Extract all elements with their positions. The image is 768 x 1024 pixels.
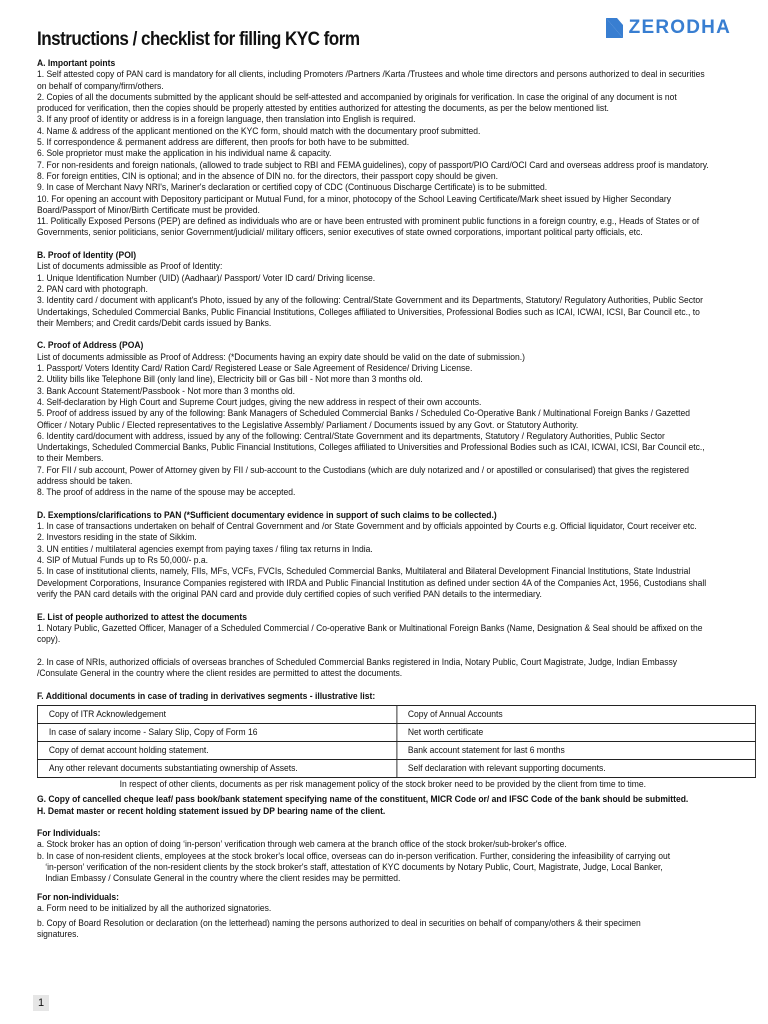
non-individuals-point-b-line1: b. Copy of Board Resolution or declaration (on the letterhead) naming the persons authorized to deal in securities on behalf of company/others & their specimen [37, 917, 641, 929]
list-item: Undertakings, Scheduled Commercial Banks, Public Financial Institutions, Colleges affiliated to Universities and Professional Bodies such as ICAI, ICWAI, ICSI, Bar Council etc., [37, 441, 705, 453]
table-row [37, 723, 755, 741]
list-item: 1. In case of transactions undertaken on behalf of Central Government and /or State Government and by officials appointed by Courts e.g. Official liquidator, Court receiver etc. [37, 520, 697, 532]
list-item: 9. In case of Merchant Navy NRI's, Mariner's declaration or certified copy of CDC (Continuous Discharge Certificate) is to be submitted. [37, 181, 548, 193]
section-e-list [37, 622, 729, 645]
section-d-list [37, 520, 729, 599]
section-a-list [37, 68, 729, 237]
list-item: 2. PAN card with photograph. [37, 282, 148, 294]
section-a-heading: A. Important points [37, 57, 116, 68]
list-item: List of documents admissible as Proof of Address: (*Documents having an expiry date should be valid on the date of submission.) [37, 350, 525, 362]
list-item: copy). [37, 633, 61, 645]
section-e-list-2 [37, 656, 729, 679]
list-item: 4. Name & address of the applicant mentioned on the KYC form, should match with the documentary proof submitted. [37, 124, 481, 136]
list-item: 3. If any proof of identity or address is in a foreign language, then translation into English is required. [37, 113, 416, 125]
table-cell: Copy of Annual Accounts [396, 705, 755, 723]
list-item: 5. In case of institutional clients, namely, FIIs, MFs, VCFs, FVCIs, Scheduled Commercial Banks, Multilateral and Bilateral Development Financial Institutions, State Industrial [37, 565, 691, 577]
list-item: 2. In case of NRIs, authorized officials of overseas branches of Scheduled Commercial Banks registered in India, Notary Public, Court Magistrate, Judge, Indian Embassy [37, 655, 678, 667]
list-item: 5. If correspondence & permanent address are different, then proofs for both have to be submitted. [37, 136, 410, 148]
list-item: 6. Identity card/document with address, issued by any of the following: Central/State Government and its departments, Statutory / Regulatory Authorities, Public Sector [37, 429, 665, 441]
list-item: 1. Notary Public, Gazetted Officer, Manager of a Scheduled Commercial / Co-operative Bank or Multinational Foreign Banks (Name, Designation & Seal should be affixed on the [37, 621, 703, 633]
list-item: /Consulate General in the country where the client resides are permitted to attest the documents. [37, 667, 403, 679]
list-item: 11. Politically Exposed Persons (PEP) are defined as individuals who are or have been entrusted with prominent public functions in a foreign country, e.g., Heads of States or of [37, 215, 700, 227]
list-item: 8. For foreign entities, CIN is optional; and in the absence of DIN no. for the directors, their passport copy should be given. [37, 169, 498, 181]
page-title: Instructions / checklist for filling KYC form [37, 29, 360, 50]
table-cell: In case of salary income - Salary Slip, Copy of Form 16 [37, 723, 396, 741]
section-f-heading: F. Additional documents in case of trading in derivatives segments - illustrative list: [37, 689, 376, 701]
list-item: on behalf of company/firm/others. [37, 79, 164, 91]
non-individuals-heading: For non-individuals: [37, 890, 119, 902]
list-item: to their Members. [37, 452, 104, 464]
individuals-point-b-line1: b. In case of non-resident clients, employees at the stock broker's local office, overseas can do in-person verification. Further, considering the infeasibility of carrying out [37, 849, 671, 861]
list-item: verify the PAN card details with the original PAN card and provide duly certified copies of such verified PAN details to the intermediary. [37, 587, 542, 599]
list-item: 2. Copies of all the documents submitted by the applicant should be self-attested and accompanied by originals for verification. In case the original of any document is not [37, 90, 677, 102]
list-item: 3. Identity card / document with applicant's Photo, issued by any of the following: Central/State Government and its Departments, Statutory/ Regulatory Authorities, Public Sector [37, 294, 703, 306]
list-item: 8. The proof of address in the name of the spouse may be accepted. [37, 486, 296, 498]
list-item: Board/Passport of Minor/Birth Certificate must be provided. [37, 203, 260, 215]
list-item: 4. SIP of Mutual Funds up to Rs 50,000/- p.a. [37, 554, 209, 566]
list-item: address should be taken. [37, 474, 133, 486]
individuals-heading: For Individuals: [37, 827, 101, 839]
table-cell: Copy of ITR Acknowledgement [37, 705, 396, 723]
list-item: 7. For FII / sub account, Power of Attorney given by FII / sub-account to the Custodians (which are duly notarized and / or apostilled or consularised) that gives the registered [37, 463, 690, 475]
section-c-list [37, 351, 729, 498]
list-item: List of documents admissible as Proof of Identity: [37, 260, 223, 272]
derivatives-documents-table [37, 705, 756, 778]
list-item: Governments, senior politicians, senior Government/judicial/ military officers, senior executives of state owned corporations, important political party officials, etc. [37, 226, 643, 238]
list-item: 2. Investors residing in the state of Sikkim. [37, 531, 197, 543]
zerodha-logo-icon [606, 18, 623, 38]
list-item: 2. Utility bills like Telephone Bill (only land line), Electricity bill or Gas bill - Not more than 3 months old. [37, 373, 423, 385]
section-b-list [37, 260, 729, 328]
list-item: 1. Unique Identification Number (UID) (Aadhaar)/ Passport/ Voter ID card/ Driving license. [37, 271, 376, 283]
list-item: 10. For opening an account with Depository participant or Mutual Fund, for a minor, photocopy of the School Leaving Certificate/Mark sheet issued by Higher Secondary [37, 192, 672, 204]
list-item: 5. Proof of address issued by any of the following: Bank Managers of Scheduled Commercial Banks / Scheduled Co-Operative Bank / Multinational Foreign Banks / Gazetted [37, 407, 690, 419]
document-body [37, 57, 729, 940]
list-item: 6. Sole proprietor must make the application in his individual name & capacity. [37, 147, 332, 159]
section-d-heading: D. Exemptions/clarifications to PAN (*Sufficient documentary evidence in support of such claims to be collected.) [37, 508, 497, 520]
table-row [37, 741, 755, 759]
section-f-note: In respect of other clients, documents as per risk management policy of the stock broker need to be provided by the client from time to time. [119, 777, 646, 789]
table-cell: Bank account statement for last 6 months [396, 741, 755, 759]
individuals-point-b-line3: Indian Embassy / Consulate General in the country where the client resides may be permitted. [45, 872, 401, 884]
section-g-text: G. Copy of cancelled cheque leaf/ pass book/bank statement specifying name of the constituent, MICR Code or/ and IFSC Code of the bank should be submitted. [37, 793, 689, 805]
brand-logo [606, 17, 731, 39]
table-cell: Any other relevant documents substantiating ownership of Assets. [37, 759, 396, 777]
list-item: their Members; and Credit cards/Debit cards issued by Banks. [37, 316, 272, 328]
list-item: 7. For non-residents and foreign nationals, (allowed to trade subject to RBI and FEMA guidelines), copy of passport/PIO Card/OCI Card and overseas address proof is mandatory. [37, 158, 709, 170]
table-row [37, 759, 755, 777]
table-cell: Self declaration with relevant supporting documents. [396, 759, 755, 777]
section-b-heading: B. Proof of Identity (POI) [37, 249, 137, 261]
list-item: Officer / Notary Public / Elected representatives to the Legislative Assembly/ Parliament / Documents issued by any Govt. or Statutory Authority. [37, 418, 579, 430]
non-individuals-point-b-line2: signatures. [37, 928, 79, 940]
list-item: 1. Self attested copy of PAN card is mandatory for all clients, including Promoters /Partners /Karta /Trustees and whole time directors and persons authorized to deal in securities [37, 68, 705, 80]
list-item: Undertakings, Scheduled Commercial Banks, Public Financial Institutions, Colleges affiliated to Universities, Professional Bodies such as ICAI, ICWAI, ICSI, Bar Council etc., to [37, 305, 700, 317]
individuals-point-a: a. Stock broker has an option of doing ‘in-person’ verification through web camera at the branch office of the stock broker/sub-broker's office. [37, 838, 567, 850]
list-item: 4. Self-declaration by High Court and Supreme Court judges, giving the new address in respect of their own accounts. [37, 395, 482, 407]
individuals-point-b-line2: ‘in-person’ verification of the non-resident clients by the stock broker's staff, attestation of KYC documents by Notary Public, Court, Magistrate, Judge, Local Banker, [45, 861, 663, 872]
list-item: 3. Bank Account Statement/Passbook - Not more than 3 months old. [37, 384, 295, 396]
section-e-heading: E. List of people authorized to attest the documents [37, 610, 247, 622]
list-item: Development Corporations, Insurance Companies registered with IRDA and Public Financial Institution as defined under section 4A of the Companies Act, 1956, Custodians shall [37, 576, 707, 588]
section-c-heading: C. Proof of Address (POA) [37, 339, 144, 351]
section-h-text: H. Demat master or recent holding statement issued by DP bearing name of the client. [37, 804, 386, 816]
list-item: produced for verification, then the copies should be properly attested by entities authorized for attesting the documents, as per the below mentioned list. [37, 102, 609, 114]
table-cell: Net worth certificate [396, 723, 755, 741]
table-cell: Copy of demat account holding statement. [37, 741, 396, 759]
brand-name: ZERODHA [628, 17, 731, 38]
list-item: 3. UN entities / multilateral agencies exempt from paying taxes / filing tax returns in India. [37, 542, 373, 554]
non-individuals-point-a: a. Form need to be initialized by all the authorized signatories. [37, 901, 272, 913]
page-number: 1 [33, 995, 49, 1011]
table-row [37, 705, 755, 723]
list-item: 1. Passport/ Voters Identity Card/ Ration Card/ Registered Lease or Sale Agreement of Residence/ Driving License. [37, 362, 473, 374]
